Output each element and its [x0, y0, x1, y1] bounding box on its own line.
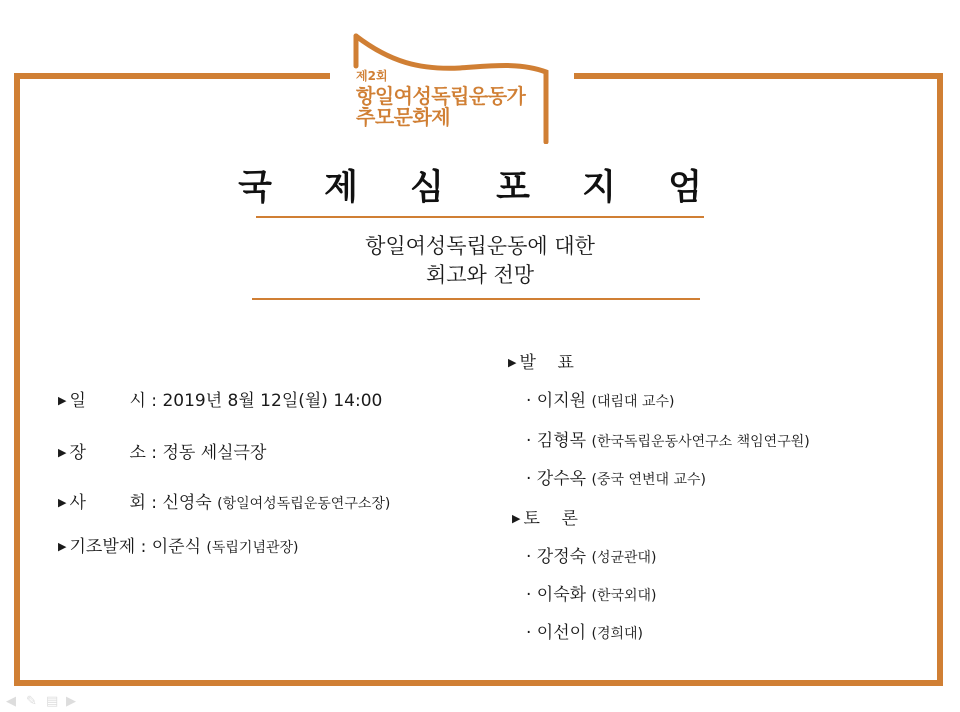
discussion-heading [512, 504, 578, 529]
info-value: 정동 세실극장 [162, 443, 267, 463]
bullet-triangle-icon: ▶ [58, 394, 67, 407]
info-row-date: ▶ 일 시 : 2019년 8월 12일(월) 14:00 [58, 386, 382, 411]
discussant-affiliation: (경희대) [591, 626, 643, 642]
bullet-triangle-icon: ▶ [58, 540, 67, 553]
info-label-a: 장 [69, 443, 86, 463]
page-title: 국 제 심 포 지 엄 [238, 168, 722, 208]
discussant-name: · 이선이 [526, 623, 587, 643]
presenter-affiliation: (중국 연변대 교수) [591, 472, 706, 488]
arrow-right-icon[interactable]: ▶ [66, 694, 76, 709]
discussant-item [526, 618, 643, 643]
discussant-affiliation: (한국외대) [591, 588, 657, 604]
arrow-left-icon[interactable]: ◀ [6, 694, 16, 709]
presenter-affiliation: (한국독립운동사연구소 책임연구원) [591, 434, 810, 450]
info-row-host: ▶ 사 회 : 신영숙 (항일여성독립운동연구소장) [58, 488, 390, 513]
logo-line-2: 추모문화제 [356, 104, 451, 129]
info-label-a: 일 [69, 391, 86, 411]
presenter-affiliation: (대림대 교수) [591, 394, 675, 410]
discussant-item [526, 542, 657, 567]
title-divider-top [256, 216, 704, 218]
presenter-name: · 강수옥 [526, 469, 587, 489]
presenter-name: · 이지원 [526, 391, 587, 411]
presenter-name: · 김형목 [526, 431, 587, 451]
info-value: 이준식 [151, 537, 201, 557]
discussant-name: · 이숙화 [526, 585, 587, 605]
info-label-a: 사 [69, 493, 86, 513]
info-label-b: 회 [129, 493, 146, 513]
info-label-b: 시 [129, 391, 146, 411]
discussant-item [526, 580, 657, 605]
info-row-venue: ▶ 장 소 : 정동 세실극장 [58, 438, 266, 463]
presentation-heading-label: 발 표 [519, 353, 574, 373]
info-label-b: 소 [129, 443, 146, 463]
subtitle-line-2: 회고와 전망 [425, 263, 535, 287]
discussant-affiliation: (성균관대) [591, 550, 657, 566]
logo-line-1: 항일여성독립운동가 [356, 83, 526, 108]
bullet-triangle-icon: ▶ [512, 512, 521, 525]
presenter-item [526, 426, 810, 451]
info-value: 신영숙 [162, 493, 212, 513]
bullet-triangle-icon: ▶ [58, 446, 67, 459]
bullet-triangle-icon: ▶ [58, 496, 67, 509]
presenter-item [526, 464, 706, 489]
discussant-name: · 강정숙 [526, 547, 587, 567]
discussion-heading-label: 토 론 [523, 509, 578, 529]
info-value: 2019년 8월 12일(월) 14:00 [162, 391, 383, 411]
pen-icon[interactable]: ✎ [26, 694, 37, 709]
subtitle [0, 232, 960, 290]
presentation-heading [508, 348, 574, 373]
info-note: (항일여성독립운동연구소장) [217, 496, 391, 512]
info-label-a: 기조발제 [69, 537, 136, 557]
slideshow-controls [6, 690, 116, 709]
presenter-item [526, 386, 674, 411]
event-logo [350, 32, 560, 144]
subtitle-line-1: 항일여성독립운동에 대한 [365, 234, 595, 258]
logo-edition: 제2회 [356, 69, 388, 83]
menu-icon[interactable]: ▤ [46, 694, 59, 709]
info-row-keynote: ▶ 기조발제 : 이준식 (독립기념관장) [58, 532, 298, 557]
bullet-triangle-icon: ▶ [508, 356, 517, 369]
info-note: (독립기념관장) [206, 540, 299, 556]
title-divider-bottom [252, 298, 700, 300]
